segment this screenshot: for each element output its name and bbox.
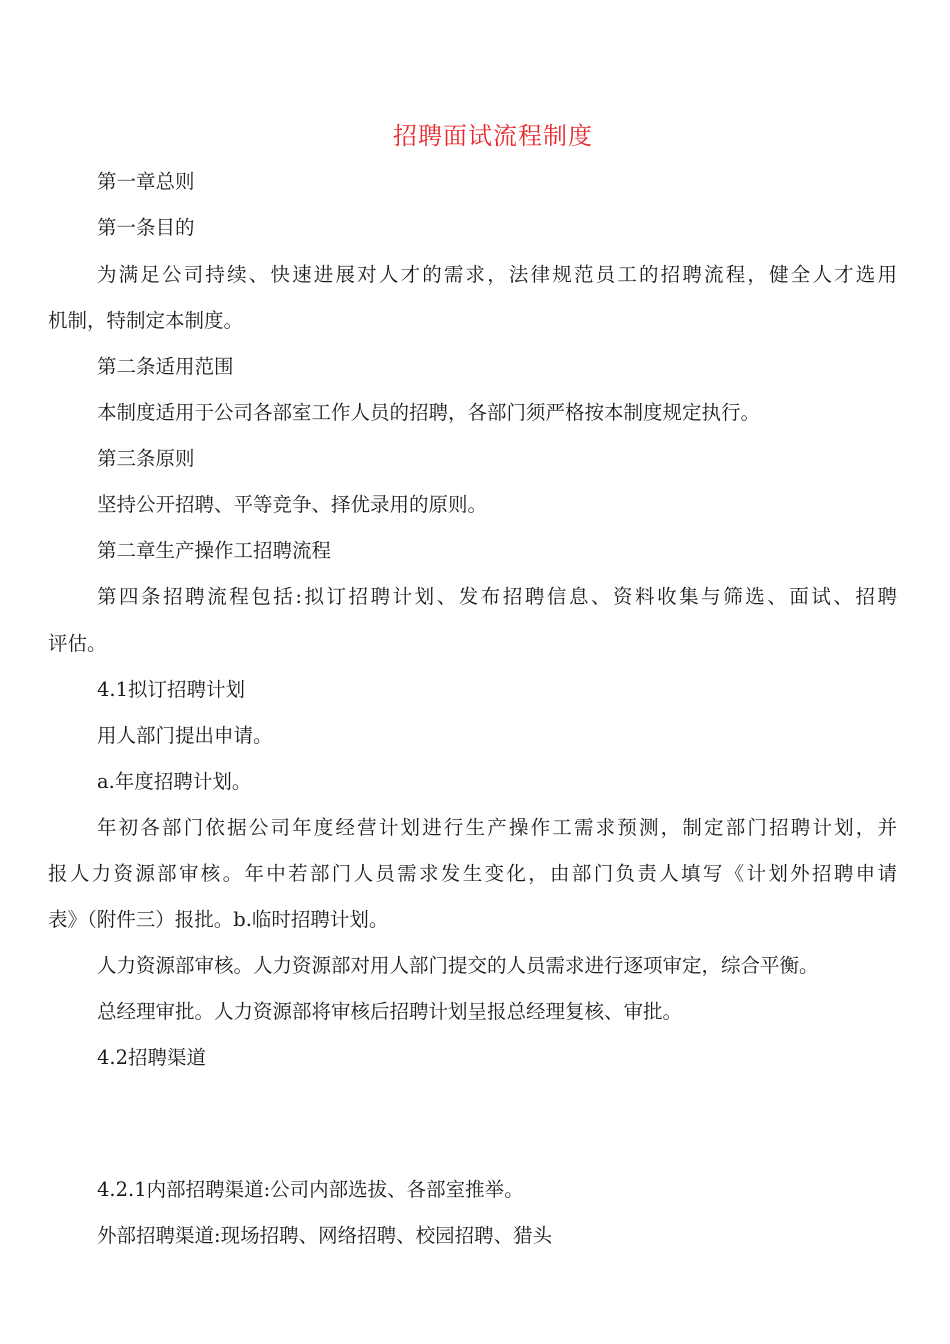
section-4-1-text-line-1: 年初各部门依据公司年度经营计划进行生产操作工需求预测，制定部门招聘计划，并	[97, 816, 897, 839]
chapter-1-heading: 第一章总则	[97, 170, 195, 193]
article-2-heading: 第二条适用范围	[97, 355, 234, 378]
section-4-1-step-2: 人力资源部审核。人力资源部对用人部门提交的人员需求进行逐项审定，综合平衡。	[97, 954, 819, 977]
chapter-2-heading: 第二章生产操作工招聘流程	[97, 539, 332, 562]
article-3-text: 坚持公开招聘、平等竞争、择优录用的原则。	[97, 493, 488, 516]
article-4-text-line-2: 评估。	[48, 632, 107, 655]
article-4-text-line-1: 第四条招聘流程包括:拟订招聘计划、发布招聘信息、资料收集与筛选、面试、招聘	[97, 585, 897, 608]
article-3-heading: 第三条原则	[97, 447, 195, 470]
section-4-1-step-3: 总经理审批。人力资源部将审核后招聘计划呈报总经理复核、审批。	[97, 1000, 683, 1023]
section-4-1-text-line-3: 表》（附件三）报批。b.临时招聘计划。	[48, 908, 389, 931]
section-4-1-heading: 4.1拟订招聘计划	[97, 678, 246, 701]
document-title: 招聘面试流程制度	[393, 122, 593, 150]
article-1-heading: 第一条目的	[97, 216, 195, 239]
section-4-1-item-a: a.年度招聘计划。	[97, 770, 252, 793]
external-channels-text: 外部招聘渠道:现场招聘、网络招聘、校园招聘、猎头	[97, 1224, 553, 1247]
section-4-1-text-line-2: 报人力资源部审核。年中若部门人员需求发生变化，由部门负责人填写《计划外招聘申请	[48, 862, 897, 885]
article-1-text-line-1: 为满足公司持续、快速进展对人才的需求，法律规范员工的招聘流程，健全人才选用	[97, 263, 897, 286]
section-4-1-step-1: 用人部门提出申请。	[97, 724, 273, 747]
article-1-text-line-2: 机制，特制定本制度。	[48, 309, 244, 332]
section-4-2-1-text: 4.2.1内部招聘渠道:公司内部选拔、各部室推举。	[97, 1178, 524, 1201]
article-2-text: 本制度适用于公司各部室工作人员的招聘，各部门须严格按本制度规定执行。	[97, 401, 761, 424]
section-4-2-heading: 4.2招聘渠道	[97, 1046, 207, 1069]
